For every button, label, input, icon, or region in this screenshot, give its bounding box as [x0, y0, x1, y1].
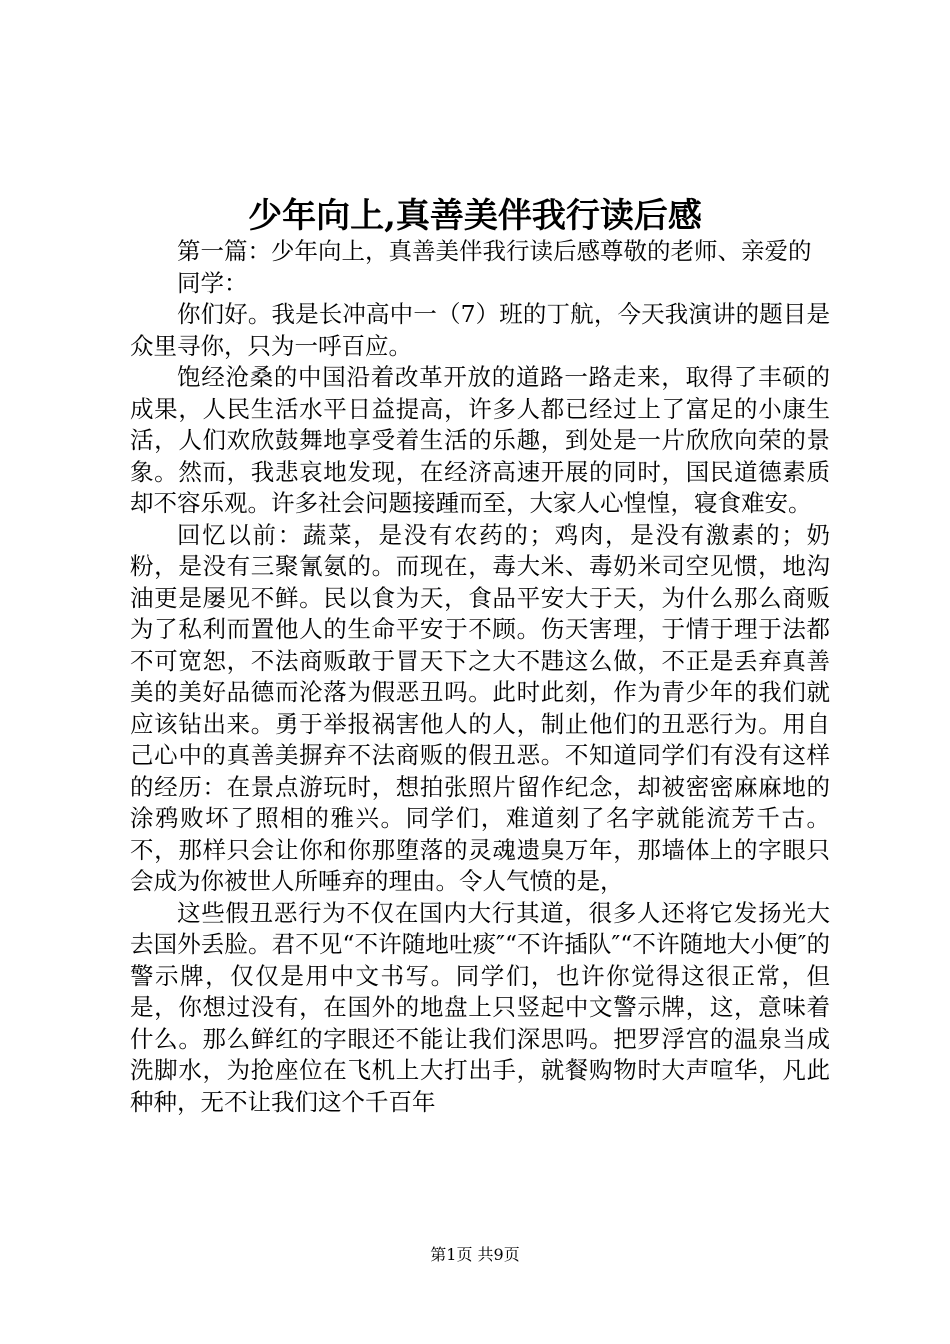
paragraph-3: 你们好。我是长冲高中一（7）班的丁航，今天我演讲的题目是众里寻你，只为一呼百应。 — [130, 300, 830, 360]
paragraph-1: 第一篇：少年向上，真善美伴我行读后感尊敬的老师、亲爱的 — [177, 237, 812, 265]
paragraph-5: 回忆以前：蔬菜，是没有农药的；鸡肉，是没有激素的；奶粉，是没有三聚氰氨的。而现在，毒大米、毒奶米司空见惯，地沟油更是屡见不鲜。民以食为天，食品平安大于天，为什么那么商贩为了私利而置他人的生命平安于不顾。伤天害理，于情于理于法都不可宽恕，不法商贩敢于冒天下之大不韪这么做，不正是丢弃真善美的美好品德而沦落为假恶丑吗。此时此刻，作为青少年的我们就应该钻出来。勇于举报祸害他人的人，制止他们的丑恶行为。用自己心中的真善美摒弃不法商贩的假丑恶。不知道同学们有没有这样的经历：在景点游玩时，想拍张照片留作纪念，却被密密麻麻地的涂鸦败坏了照相的雅兴。同学们，难道刻了名字就能流芳千古。不，那样只会让你和你那堕落的灵魂遗臭万年，那墙体上的字眼只会成为你被世人所唾弃的理由。令人气愤的是， — [130, 520, 830, 895]
paragraph-4: 饱经沧桑的中国沿着改革开放的道路一路走来，取得了丰硕的成果，人民生活水平日益提高，许多人都已经过上了富足的小康生活，人们欢欣鼓舞地享受着生活的乐趣，到处是一片欣欣向荣的景象。然而，我悲哀地发现，在经济高速开展的同时，国民道德素质却不容乐观。许多社会问题接踵而至，大家人心惶惶，寝食难安。 — [130, 363, 830, 517]
paragraph-2: 同学： — [177, 268, 248, 297]
document-body — [130, 236, 830, 1118]
paragraph-6: 这些假丑恶行为不仅在国内大行其道，很多人还将它发扬光大去国外丢脸。君不见“不许随地吐痰″“不许插队″“不许随地大小便″的警示牌，仅仅是用中文书写。同学们，也许你觉得这很正常，但是，你想过没有，在国外的地盘上只竖起中文警示牌，这，意味着什么。那么鲜红的字眼还不能让我们深思吗。把罗浮宫的温泉当成洗脚水，为抢座位在飞机上大打出手，就餐购物时大声喧华，凡此种种，无不让我们这个千百年 — [130, 898, 830, 1116]
page-number-footer: 第1页 共9页 — [430, 1245, 520, 1264]
document-title: 少年向上,真善美伴我行读后感 — [248, 196, 702, 236]
